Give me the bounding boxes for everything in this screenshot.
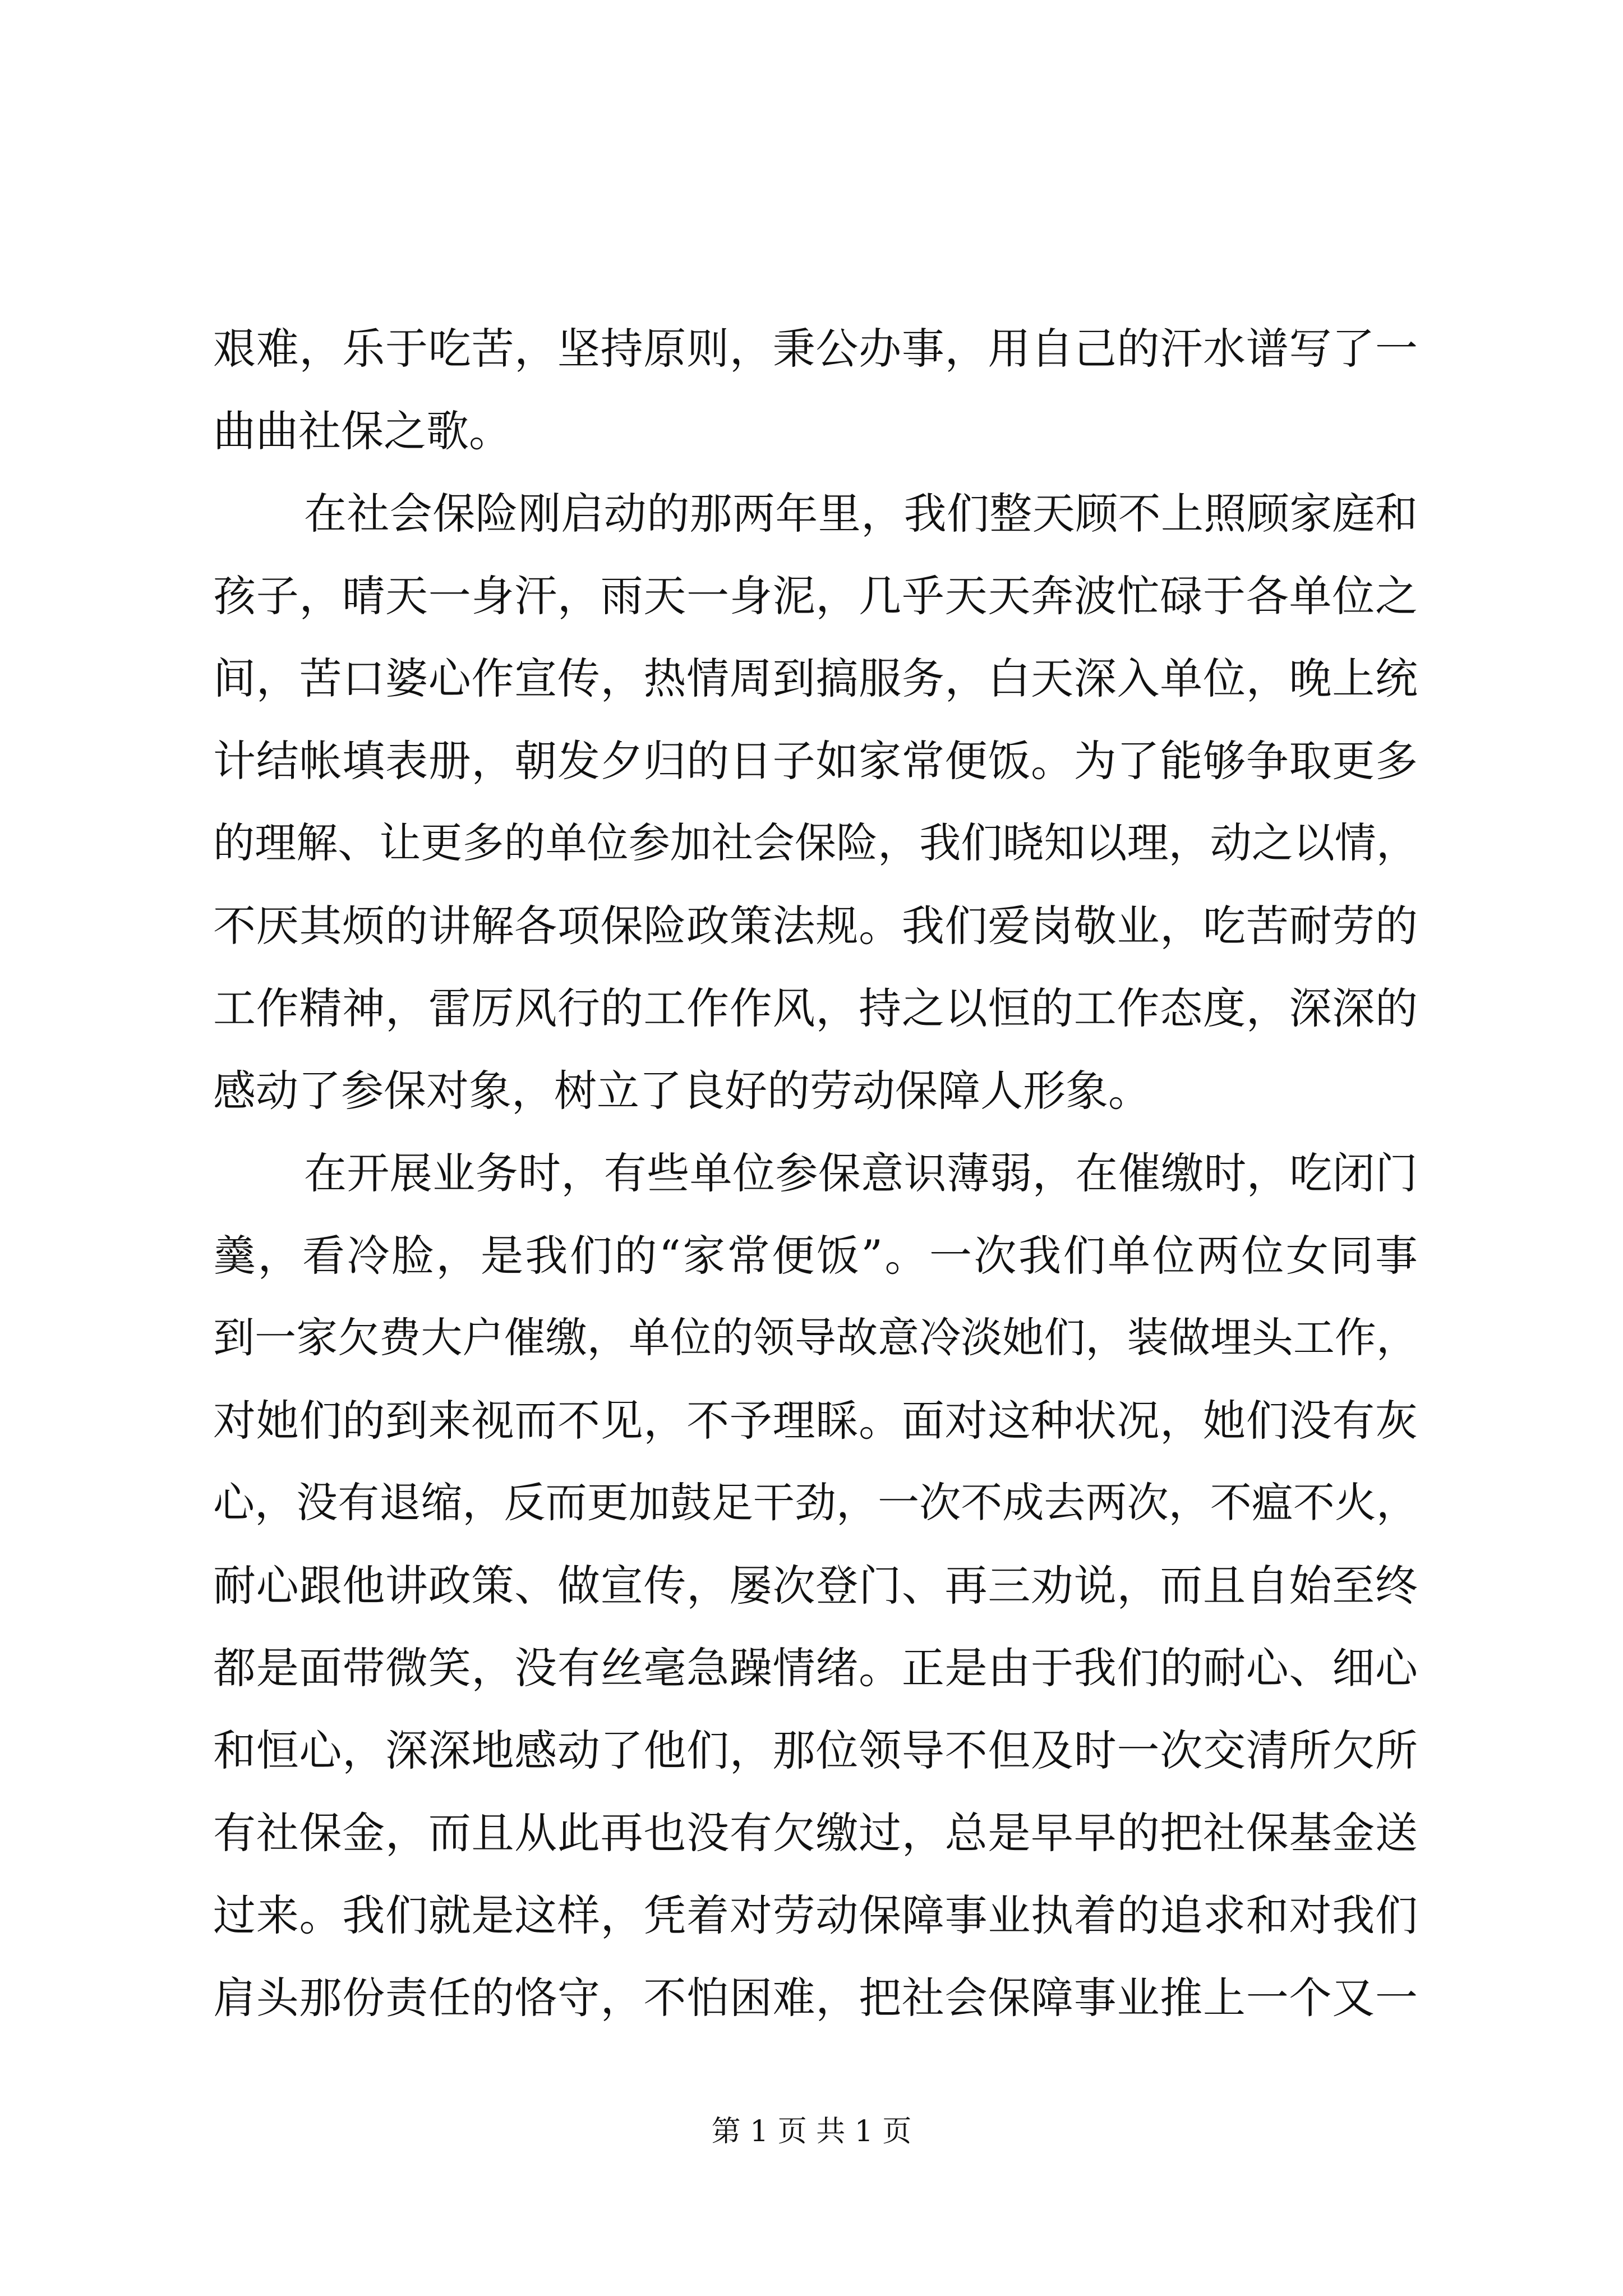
text-line: 感动了参保对象，树立了良好的劳动保障人形象。: [213, 1066, 1151, 1116]
text-line: 艰难，乐于吃苦，坚持原则，秉公办事，用自己的汗水谱写了一: [213, 324, 1418, 374]
text-line: 肩头那份责任的恪守，不怕困难，把社会保障事业推上一个又一: [213, 1973, 1418, 2023]
document-body: [213, 307, 1418, 2039]
text-line: 对她们的到来视而不见，不予理睬。面对这种状况，她们没有灰: [213, 1396, 1418, 1446]
text-line: 到一家欠费大户催缴，单位的领导故意冷淡她们，装做埋头工作，: [213, 1314, 1418, 1362]
text-line: 间，苦口婆心作宣传，热情周到搞服务，白天深入单位，晚上统: [213, 654, 1418, 703]
text-line: 和恒心，深深地感动了他们，那位领导不但及时一次交清所欠所: [213, 1726, 1418, 1775]
text-line: 的理解、让更多的单位参加社会保险，我们晓知以理，动之以情，: [213, 819, 1418, 867]
text-line: 孩子，晴天一身汗，雨天一身泥，几乎天天奔波忙碌于各单位之: [213, 571, 1418, 621]
text-line: 在开展业务时，有些单位参保意识薄弱，在催缴时，吃闭门: [304, 1148, 1418, 1198]
text-line: 曲曲社保之歌。: [213, 406, 511, 456]
text-line: 羹，看冷脸，是我们的“家常便饭”。一次我们单位两位女同事: [213, 1231, 1420, 1281]
text-line: 不厌其烦的讲解各项保险政策法规。我们爱岗敬业，吃苦耐劳的: [213, 901, 1418, 951]
text-line: 过来。我们就是这样，凭着对劳动保障事业执着的追求和对我们: [213, 1890, 1418, 1940]
text-line: 都是面带微笑，没有丝毫急躁情绪。正是由于我们的耐心、细心: [213, 1643, 1418, 1693]
page-number: 第 1 页 共 1 页: [711, 2115, 912, 2148]
text-line: 耐心跟他讲政策、做宣传，屡次登门、再三劝说，而且自始至终: [213, 1561, 1418, 1611]
page-footer: [0, 2112, 1623, 2151]
text-line: 有社保金，而且从此再也没有欠缴过，总是早早的把社保基金送: [213, 1808, 1418, 1858]
text-line: 计结帐填表册，朝发夕归的日子如家常便饭。为了能够争取更多: [213, 736, 1418, 786]
text-line: 心，没有退缩，反而更加鼓足干劲，一次不成去两次，不瘟不火，: [213, 1479, 1418, 1527]
text-line: 在社会保险刚启动的那两年里，我们整天顾不上照顾家庭和: [304, 489, 1418, 539]
text-line: 工作精神，雷厉风行的工作作风，持之以恒的工作态度，深深的: [213, 983, 1418, 1033]
